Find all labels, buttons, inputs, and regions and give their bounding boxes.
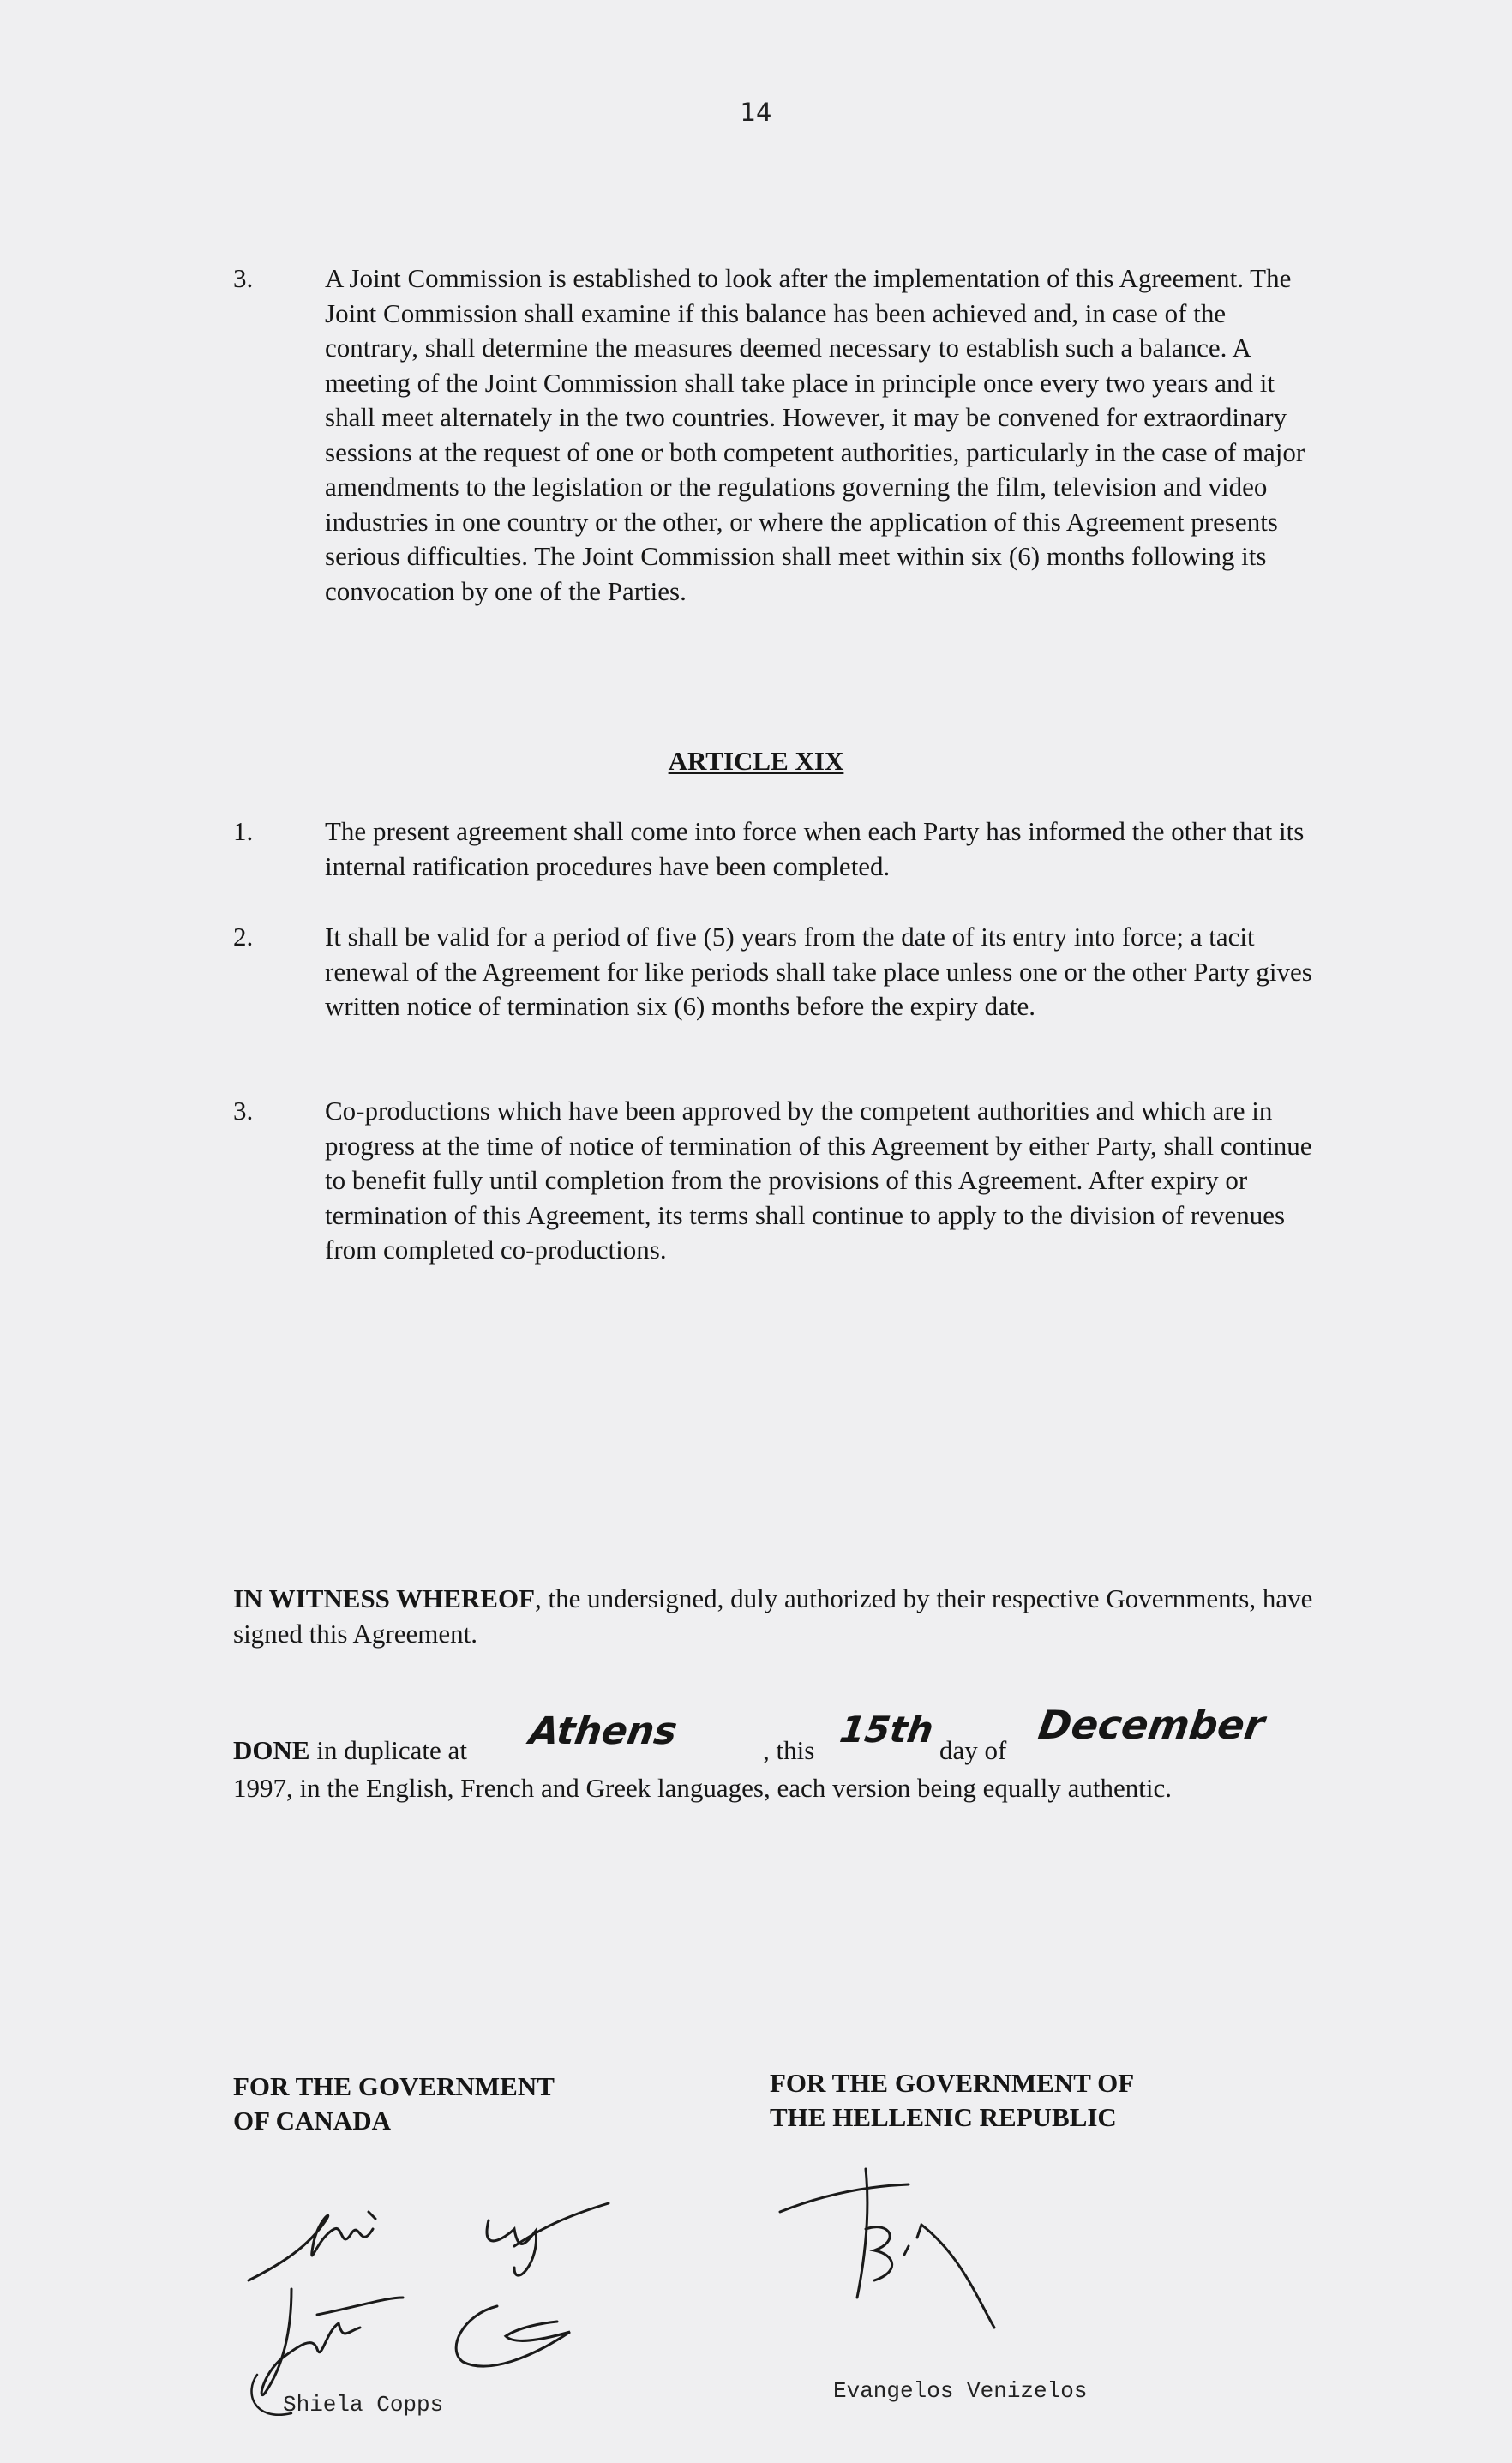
signatory-greece-heading [770, 2066, 1134, 2135]
done-text: in duplicate at [309, 1735, 467, 1765]
signatory-canada-line1: FOR THE GOVERNMENT [233, 2071, 555, 2101]
paragraph-text: A Joint Commission is established to look after the implementation of this Agreement. The Joint Commission shall examine if this balance has been achieved and, in case of the contrary, shall determine the measures deemed necessary to establish such a balance. A meeting of the Joint Commission shall take place in principle once every two years and it shall meet alternately in the two countries. However, it may be convened for extraordinary sessions at the request of one or both competent authorities, particularly in the case of major amendments to the legislation or the regulations governing the film, television and video industries in one country or the other, or where the application of this Agreement presents serious difficulties. The Joint Commission shall meet within six (6) months following its convocation by one of the Parties. [325, 263, 1305, 606]
article-item-3 [233, 1094, 1313, 1268]
canada-signature [231, 2169, 643, 2426]
signatory-greece-line2: THE HELLENIC REPUBLIC [770, 2102, 1117, 2132]
signatory-greece-name-text: Evangelos Venizelos [833, 2378, 1088, 2404]
paragraph-number: 3. [233, 263, 254, 293]
handwritten-place: Athens [526, 1709, 681, 1753]
signatory-greece-name [833, 2378, 1087, 2404]
paragraph-text: The present agreement shall come into force when each Party has informed the other that its internal ratification procedures have been completed. [325, 816, 1305, 881]
paragraph-number: 2. [233, 922, 254, 952]
page-number: 14 [740, 98, 772, 127]
witness-lead: IN WITNESS WHEREOF [233, 1583, 536, 1613]
signatory-canada-line2: OF CANADA [233, 2106, 391, 2136]
done-clause [233, 1702, 1313, 1806]
paragraph-3-joint-commission [233, 261, 1313, 609]
signatory-greece-line1: FOR THE GOVERNMENT OF [770, 2068, 1135, 2098]
greece-signature [771, 2160, 1080, 2366]
paragraph-text: Co-productions which have been approved by the competent authorities and which are in progress at the time of notice of termination of this Agreement by either Party, shall continue to benefit fully until completion from the provisions of this Agreement. After expiry or termination of this Agreement, its terms shall continue to apply to the division of revenues from completed co-productions. [325, 1096, 1312, 1265]
done-text-line2: 1997, in the English, French and Greek languages, each version being equally authentic. [233, 1773, 1173, 1803]
signatory-canada-heading [233, 2070, 555, 2138]
witness-text: , the undersigned, duly authorized by their respective Governments, have signed this Agreement. [233, 1583, 1313, 1649]
paragraph-number: 3. [233, 1096, 254, 1126]
handwritten-month: December [1035, 1702, 1268, 1748]
done-text-3: day of [939, 1735, 1007, 1765]
article-item-1 [233, 814, 1313, 884]
signatory-canada-name: Shiela Copps [283, 2392, 444, 2418]
witness-clause [233, 1582, 1313, 1651]
done-lead: DONE [233, 1735, 310, 1765]
article-item-2 [233, 920, 1313, 1024]
article-heading: ARTICLE XIX [668, 746, 844, 776]
paragraph-text: It shall be valid for a period of five (5) years from the date of its entry into force; a tacit renewal of the Agreement for like periods shall take place unless one or the other Party gives written notice of termination six (6) months before the expiry date. [325, 922, 1312, 1021]
done-text-2: , this [763, 1735, 815, 1765]
paragraph-number: 1. [233, 816, 254, 846]
handwritten-day: 15th [837, 1709, 936, 1751]
